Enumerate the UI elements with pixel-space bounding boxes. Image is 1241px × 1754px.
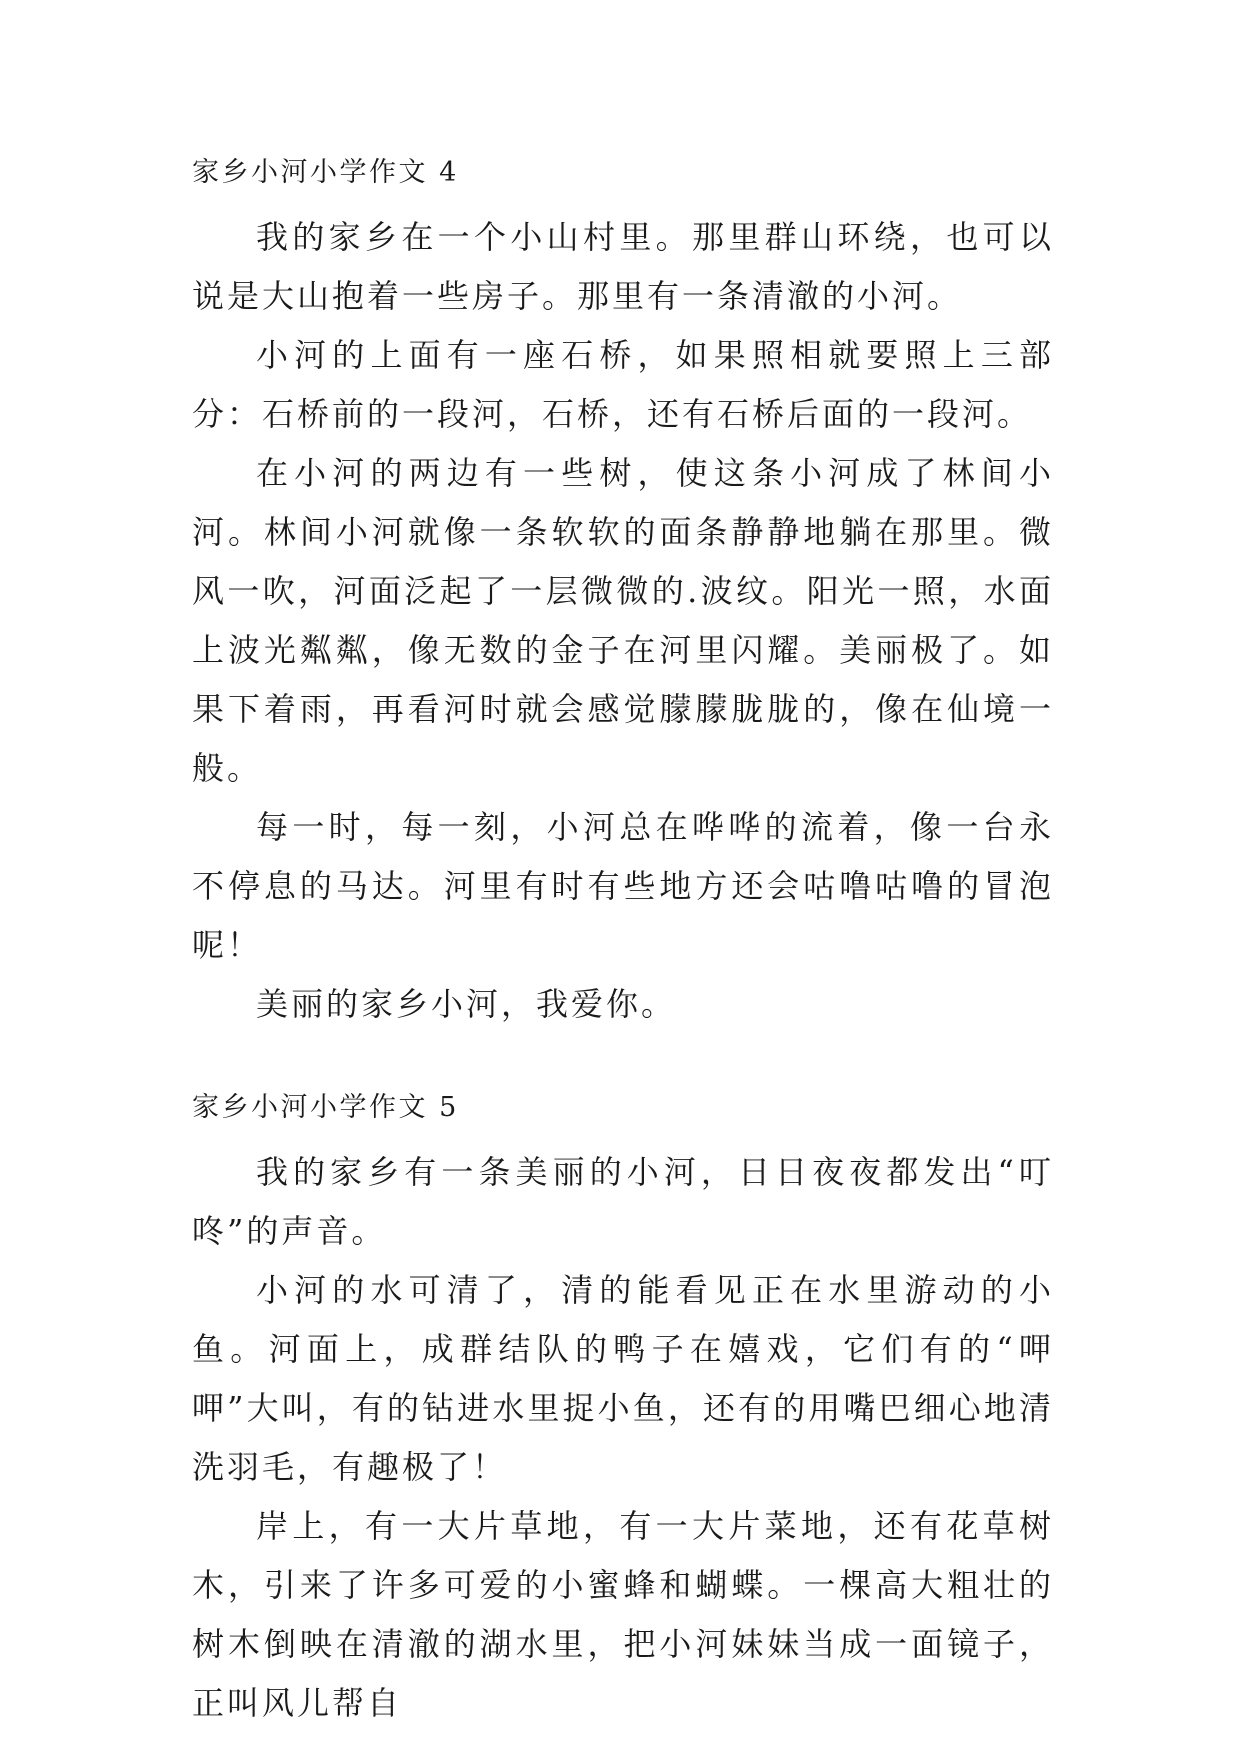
essay-title: 家乡小河小学作文 4 — [192, 157, 459, 188]
paragraph: 在小河的两边有一些树，使这条小河成了林间小河。林间小河就像一条软软的面条静静地躺在那里。微风一吹，河面泛起了一层微微的.波纹。阳光一照，水面上波光粼粼，像无数的金子在河里闪耀。美丽极了。如果下着雨，再看河时就会感觉朦朦胧胧的，像在仙境一般。 — [192, 454, 1054, 787]
essay-title: 家乡小河小学作文 5 — [192, 1092, 459, 1123]
paragraph: 岸上，有一大片草地，有一大片菜地，还有花草树木，引来了许多可爱的小蜜蜂和蝴蝶。一棵高大粗壮的树木倒映在清澈的湖水里，把小河妹妹当成一面镜子，正叫风儿帮自 — [192, 1507, 1054, 1722]
essay-body — [192, 208, 1054, 1034]
essay-5 — [192, 1093, 1054, 1733]
essay-4 — [192, 158, 1054, 1034]
paragraph: 我的家乡在一个小山村里。那里群山环绕，也可以说是大山抱着一些房子。那里有一条清澈的小河。 — [192, 218, 1054, 315]
paragraph: 小河的上面有一座石桥，如果照相就要照上三部分：石桥前的一段河，石桥，还有石桥后面的一段河。 — [192, 336, 1054, 433]
document-body — [192, 158, 1054, 1733]
paragraph: 每一时，每一刻，小河总在哗哗的流着，像一台永不停息的马达。河里有时有些地方还会咕噜咕噜的冒泡呢！ — [192, 808, 1054, 964]
paragraph: 小河的水可清了，清的能看见正在水里游动的小鱼。河面上，成群结队的鸭子在嬉戏，它们有的“呷呷”大叫，有的钻进水里捉小鱼，还有的用嘴巴细心地清洗羽毛，有趣极了！ — [192, 1271, 1054, 1486]
paragraph: 我的家乡有一条美丽的小河，日日夜夜都发出“叮咚”的声音。 — [192, 1153, 1054, 1250]
paragraph: 美丽的家乡小河，我爱你。 — [256, 985, 677, 1023]
essay-body — [192, 1143, 1054, 1733]
